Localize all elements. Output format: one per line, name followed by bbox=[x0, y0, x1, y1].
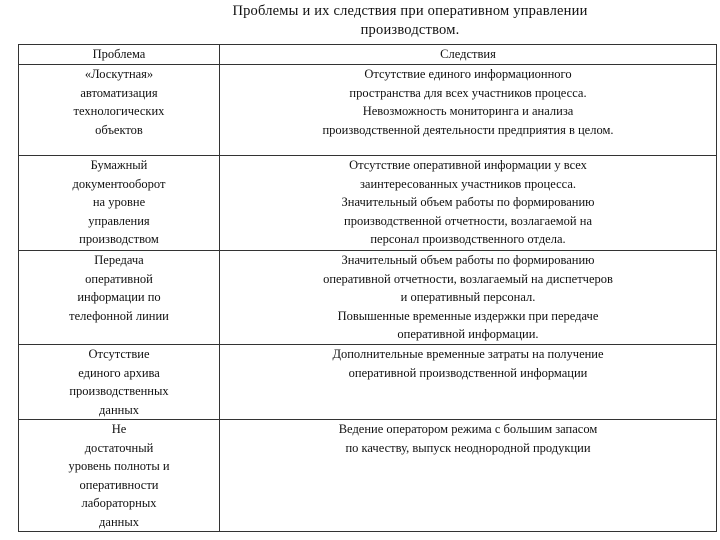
consequence-line: Значительный объем работы по формированию bbox=[341, 195, 595, 209]
header-consequence: Следствия bbox=[220, 45, 717, 65]
problem-line: технологических bbox=[73, 104, 165, 118]
consequence-line: Отсутствие оперативной информации у всех bbox=[349, 158, 587, 172]
problem-cell bbox=[19, 156, 220, 251]
problem-line: производственных bbox=[69, 384, 169, 398]
problem-line: оперативной bbox=[85, 271, 153, 286]
consequence-line: и оперативный персонал. bbox=[400, 290, 536, 304]
problem-cell bbox=[19, 251, 220, 345]
consequence-line: Дополнительные временные затраты на получение bbox=[332, 347, 604, 361]
table-row bbox=[19, 65, 717, 156]
problem-cell bbox=[19, 65, 220, 156]
problem-cell bbox=[19, 420, 220, 532]
problem-line: телефонной линии bbox=[69, 308, 169, 323]
consequence-line: Повышенные временные издержки при передаче bbox=[337, 308, 599, 323]
consequence-line: Значительный объем работы по формированию bbox=[341, 253, 595, 267]
problem-line: документооборот bbox=[72, 176, 166, 191]
problem-line: производством bbox=[79, 232, 159, 246]
problem-line: автоматизация bbox=[80, 85, 158, 100]
consequence-line: Отсутствие единого информационного bbox=[364, 67, 572, 81]
problem-line: уровень полноты и bbox=[68, 459, 170, 473]
table-header-row bbox=[19, 45, 717, 65]
consequence-line: пространства для всех участников процесса. bbox=[349, 85, 587, 100]
consequence-line: Невозможность мониторинга и анализа bbox=[362, 104, 574, 118]
problem-cell bbox=[19, 345, 220, 420]
problem-line: лабораторных bbox=[81, 496, 157, 510]
problem-line: Не bbox=[111, 422, 127, 436]
table-row bbox=[19, 420, 717, 532]
problem-line: единого архива bbox=[78, 365, 160, 380]
problem-line: данных bbox=[99, 514, 139, 529]
problem-line: Бумажный bbox=[90, 158, 148, 172]
consequence-line: персонал производственного отдела. bbox=[370, 232, 566, 246]
consequence-cell bbox=[220, 251, 717, 345]
consequence-line: оперативной отчетности, возлагаемый на диспетчеров bbox=[323, 271, 613, 286]
consequence-cell bbox=[220, 420, 717, 532]
consequence-cell bbox=[220, 156, 717, 251]
title-line-1: Проблемы и их следствия при оперативном управлении bbox=[232, 3, 588, 19]
problem-line: на уровне bbox=[92, 195, 146, 209]
consequence-cell bbox=[220, 65, 717, 156]
header-problem: Проблема bbox=[19, 45, 220, 65]
table-row bbox=[19, 345, 717, 420]
table-row bbox=[19, 156, 717, 251]
title-line-2: производством. bbox=[360, 22, 460, 38]
problem-line: данных bbox=[99, 402, 139, 417]
problem-line: объектов bbox=[95, 122, 143, 137]
consequence-line: Ведение оператором режима с большим запасом bbox=[338, 422, 598, 436]
problem-line: оперативности bbox=[79, 477, 159, 492]
consequence-line: производственной деятельности предприятия в целом. bbox=[322, 122, 614, 137]
problem-line: достаточный bbox=[84, 440, 154, 455]
problem-line: «Лоскутная» bbox=[84, 67, 154, 81]
consequence-cell bbox=[220, 345, 717, 420]
problem-line: Передача bbox=[94, 253, 144, 267]
consequence-line: по качеству, выпуск неоднородной продукции bbox=[345, 440, 591, 455]
table-row bbox=[19, 251, 717, 345]
consequence-line: производственной отчетности, возлагаемой на bbox=[344, 213, 592, 228]
problems-table bbox=[18, 44, 717, 532]
consequence-line: оперативной информации. bbox=[397, 327, 539, 341]
page-title bbox=[110, 2, 710, 40]
problem-line: управления bbox=[88, 213, 150, 228]
consequence-line: оперативной производственной информации bbox=[348, 365, 588, 380]
problem-line: информации по bbox=[77, 290, 161, 304]
problem-line: Отсутствие bbox=[88, 347, 150, 361]
consequence-line: заинтересованных участников процесса. bbox=[359, 176, 577, 191]
